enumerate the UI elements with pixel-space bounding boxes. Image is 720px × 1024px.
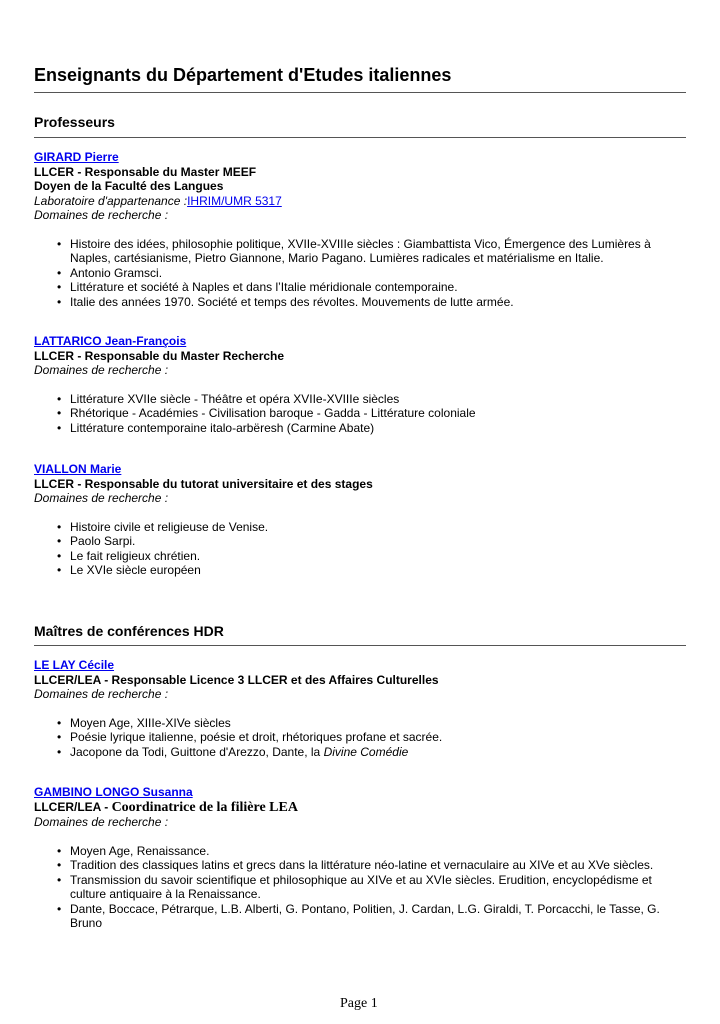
bullet-icon: • <box>57 901 62 916</box>
domains-label: Domaines de recherche : <box>34 491 169 505</box>
topic-item: • Poésie lyrique italienne, poésie et droit, rhétoriques profane et sacrée. <box>57 730 443 744</box>
topic-item: • Littérature et société à Naples et dans l’Italie méridionale contemporaine. <box>57 280 458 294</box>
lab-line <box>34 194 686 209</box>
topic-list <box>34 716 686 760</box>
page-title: Enseignants du Département d'Etudes italiennes <box>34 65 452 85</box>
person-girard <box>34 150 686 309</box>
bullet-icon: • <box>57 563 62 577</box>
section-title-mcf-hdr: Maîtres de conférences HDR <box>34 623 224 639</box>
title-divider <box>34 92 686 93</box>
topic-item: • Histoire civile et religieuse de Venise. <box>57 519 269 534</box>
person-name-link[interactable]: LE LAY Cécile <box>34 658 115 672</box>
topic-list <box>34 520 686 578</box>
topic-item: • Tradition des classiques latins et grecs dans la littérature néo-latine et vernaculaire au XIVe et au XVe siècles. <box>57 858 654 872</box>
bullet-icon: • <box>57 519 62 534</box>
person-role: LLCER - Responsable du Master Recherche <box>34 348 285 363</box>
domains-label: Domaines de recherche : <box>34 363 169 377</box>
topic-item: • Rhétorique - Académies - Civilisation baroque - Gadda - Littérature coloniale <box>57 406 476 420</box>
topic-item: • Moyen Age, Renaissance. <box>57 843 210 858</box>
topic-item: • Antonio Gramsci. <box>57 265 163 280</box>
bullet-icon: • <box>57 715 62 730</box>
bullet-icon: • <box>57 391 62 406</box>
person-role: LLCER - Responsable du Master MEEF <box>34 164 257 179</box>
work-title: Divine Comédie <box>323 744 409 759</box>
bullet-icon: • <box>57 534 62 548</box>
bullet-icon: • <box>57 236 62 251</box>
person-gambino-longo <box>34 785 686 931</box>
person-name-link[interactable]: LATTARICO Jean-François <box>34 334 187 348</box>
domains-label: Domaines de recherche : <box>34 208 169 222</box>
domains-label: Domaines de recherche : <box>34 687 169 701</box>
bullet-icon: • <box>57 744 62 759</box>
person-name-link[interactable]: GAMBINO LONGO Susanna <box>34 785 193 799</box>
person-role: LLCER/LEA - Coordinatrice de la filière LEA <box>34 799 298 815</box>
bullet-icon: • <box>57 280 62 294</box>
person-role: LLCER - Responsable du tutorat universitaire et des stages <box>34 476 373 491</box>
domains-label: Domaines de recherche : <box>34 815 169 829</box>
bullet-icon: • <box>57 858 62 872</box>
lab-link[interactable]: IHRIM/UMR 5317 <box>187 193 282 208</box>
topic-item: • Le XVIe siècle européen <box>57 563 201 577</box>
bullet-icon: • <box>57 420 62 435</box>
person-viallon <box>34 462 686 578</box>
topic-item: • Le fait religieux chrétien. <box>57 548 201 563</box>
topic-list <box>34 392 686 436</box>
bullet-icon: • <box>57 294 62 309</box>
topic-item: • Italie des années 1970. Société et temps des révoltes. Mouvements de lutte armée. <box>57 294 514 309</box>
topic-item: • Moyen Age, XIIIe-XIVe siècles <box>57 715 231 730</box>
section-divider-professeurs <box>34 137 686 138</box>
topic-list <box>34 844 686 931</box>
person-name-link[interactable]: VIALLON Marie <box>34 462 122 476</box>
bullet-icon: • <box>57 406 62 420</box>
person-lattarico <box>34 334 686 435</box>
bullet-icon: • <box>57 843 62 858</box>
topic-item: • Transmission du savoir scientifique et philosophique au XIVe et au XVIe siècles. Erudition, encyclopédisme et culture antiquaire à la Renaissance. <box>57 872 652 901</box>
topic-item: • Histoire des idées, philosophie politique, XVIIe-XVIIIe siècles : Giambattista Vico, Émergence des Lumières à Naples, cartésianisme, Pietro Giannone, Mario Pagano. Lumières radicales et matérialisme en Italie. <box>57 236 651 265</box>
bullet-icon: • <box>57 872 62 887</box>
topic-item: • Jacopone da Todi, Guittone d'Arezzo, Dante, la Divine Comédie <box>57 744 409 759</box>
section-divider-mcf-hdr <box>34 645 686 646</box>
topic-item: • Littérature contemporaine italo-arbëresh (Carmine Abate) <box>57 420 375 435</box>
topic-item: • Dante, Boccace, Pétrarque, L.B. Alberti, G. Pontano, Politien, J. Cardan, L.G. Giraldi, T. Porcacchi, le Tasse, G. Bruno <box>57 901 660 930</box>
person-name-link[interactable]: GIRARD Pierre <box>34 150 119 164</box>
person-le-lay <box>34 658 686 759</box>
section-title-professeurs: Professeurs <box>34 114 115 130</box>
person-role-2: Doyen de la Faculté des Langues <box>34 179 224 193</box>
bullet-icon: • <box>57 265 62 280</box>
bullet-icon: • <box>57 548 62 563</box>
lab-label: Laboratoire d'appartenance : <box>34 193 188 208</box>
person-role: LLCER/LEA - Responsable Licence 3 LLCER et des Affaires Culturelles <box>34 672 439 687</box>
topic-list <box>34 237 686 310</box>
topic-item: • Paolo Sarpi. <box>57 534 136 548</box>
page-number: Page 1 <box>340 996 378 1011</box>
bullet-icon: • <box>57 730 62 744</box>
topic-item: • Littérature XVIIe siècle - Théâtre et opéra XVIIe-XVIIIe siècles <box>57 391 400 406</box>
